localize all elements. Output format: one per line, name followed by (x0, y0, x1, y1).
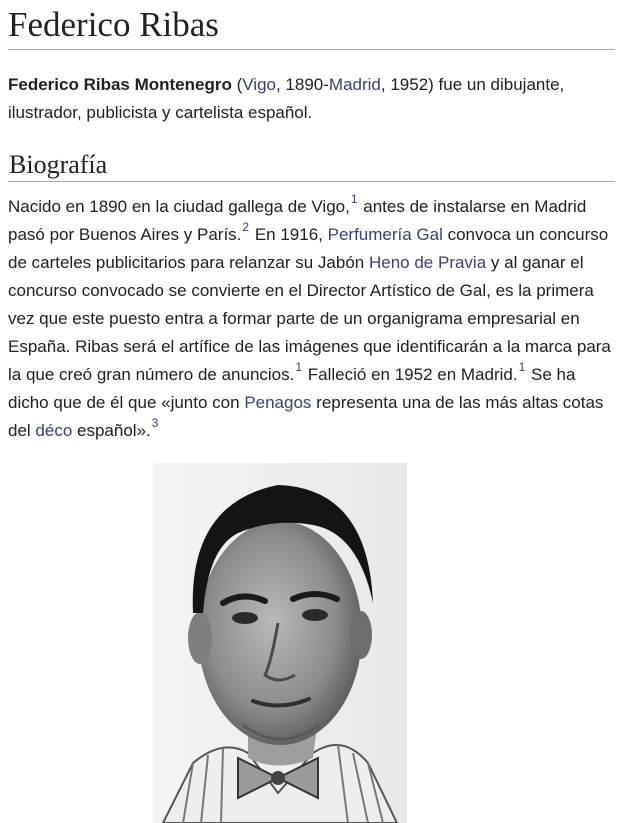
lead-text-2: , 1890- (275, 75, 329, 94)
reference-4[interactable] (518, 360, 527, 374)
bio-text-9: español». (72, 421, 151, 440)
subject-name: Federico Ribas Montenegro (8, 75, 232, 94)
biography-paragraph (8, 193, 615, 445)
reference-link[interactable]: 1 (350, 192, 358, 206)
right-eye (302, 609, 328, 621)
reference-3[interactable] (294, 360, 303, 374)
lead-paragraph (8, 71, 615, 127)
reference-5[interactable] (151, 416, 160, 430)
link-heno-de-pravia[interactable]: Heno de Pravia (368, 253, 487, 272)
link-penagos[interactable]: Penagos (244, 393, 312, 412)
bio-text-5: y al ganar el concurso convocado se convierte en el Director Artístico de Gal, es la primera vez que este puesto entra a formar parte de un organigrama empresarial en España. Ribas será el artífice de las imágenes que identificarán a la marca para la que creó gran número de anuncios. (8, 253, 611, 384)
page-title: Federico Ribas (8, 2, 615, 50)
reference-1[interactable] (350, 192, 359, 206)
right-ear (350, 611, 372, 659)
portrait-photo[interactable] (153, 463, 407, 823)
lead-text-1: ( (231, 75, 243, 94)
reference-link[interactable]: 2 (242, 220, 250, 234)
reference-link[interactable]: 3 (151, 416, 159, 430)
bio-text-2: antes de instalarse en Madrid pasó por Buenos Aires y París. (8, 197, 587, 244)
article (8, 0, 615, 445)
link-madrid[interactable]: Madrid (328, 75, 381, 94)
link-deco[interactable]: déco (35, 421, 73, 440)
bio-text-6: Falleció en 1952 en Madrid. (303, 365, 518, 384)
left-ear (188, 612, 212, 664)
portrait-illustration (153, 463, 407, 823)
reference-link[interactable]: 1 (518, 360, 526, 374)
bio-text-7: Se ha dicho que de él que «junto con (8, 365, 576, 412)
bow-tie-knot (271, 771, 285, 785)
left-eye (232, 612, 258, 624)
bio-text-8: representa una de las más altas cotas del (8, 393, 604, 440)
bio-text-1: Nacido en 1890 en la ciudad gallega de Vigo, (8, 197, 350, 216)
section-heading-biografia: Biografía (8, 149, 615, 182)
bio-text-4: convoca un concurso de carteles publicitarios para relanzar su Jabón (8, 225, 609, 272)
reference-link[interactable]: 1 (295, 360, 303, 374)
link-perfumeria-gal[interactable]: Perfumería Gal (327, 225, 443, 244)
bio-text-3: En 1916, (250, 225, 328, 244)
reference-2[interactable] (241, 220, 250, 234)
lead-text-3: , 1952) fue un dibujante, ilustrador, publicista y cartelista español. (8, 75, 565, 122)
face-shape (198, 521, 362, 745)
link-vigo[interactable]: Vigo (242, 75, 276, 94)
